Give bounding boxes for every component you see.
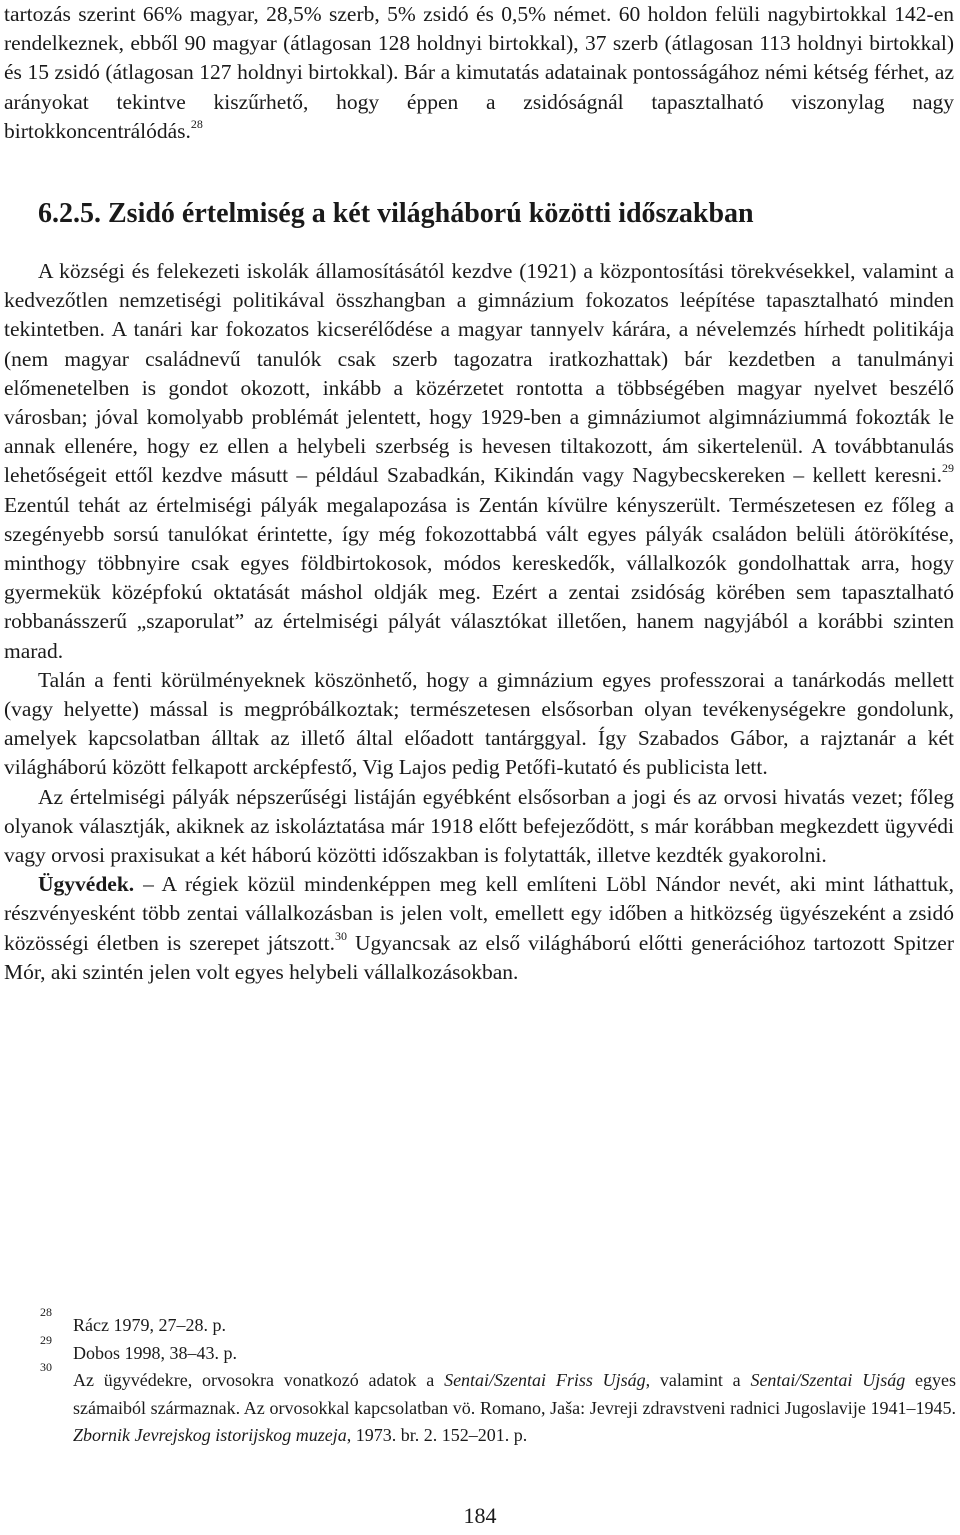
footnote-number: 30 (40, 1360, 52, 1374)
term-lawyers: Ügyvédek. (38, 872, 135, 897)
footnote-30: 30 Az ügyvédekre, orvosokra vonatkozó adatok a Sentai/Szentai Friss Ujság, valamint a Sentai/Szentai Ujság egyes számaiból származnak. Az orvosokkal kapcsolatban vö. Romano, Jaša: Jevreji zdravstveni radnici Jugoslavije 1941–1945. Zbornik Jevrejskog istorijskog muzeja, 1973. br. 2. 152–201. p. (40, 1360, 956, 1445)
footnotes (40, 1305, 956, 1450)
footnote-ref-28[interactable]: 28 (190, 116, 203, 131)
footnote-28: 28 Rácz 1979, 27–28. p. (40, 1305, 226, 1335)
paragraph-professions: Az értelmiségi pályák népszerűségi listáján egyébként elsősorban a jogi és az orvosi hivatás vezet; főleg olyanok választják, akiknek az iskoláztatása már 1918 előtt befejeződött, s már korábban megkezdett ügyvédi vagy orvosi praxisukat a két háború közötti időszakban is folytatták, illetve kezdték gyakorolni. (4, 784, 954, 868)
paragraph-lawyers: Ügyvédek. – A régiek közül mindenképpen meg kell említeni Löbl Nándor nevét, aki mint láthattuk, részvényesként több zentai vállalkozásban is jelen volt, emellett egy időben a hitközség ügyészeként a zsidó közösségi életben is szerepet játszott.$^{30}$ Ugyancsak az első világháború előtti generációhoz tartozott Spitzer Mór, aki szintén jelen volt egyes helybeli vállalkozásokban. (4, 872, 954, 984)
body-text (4, 0, 954, 987)
footnote-29: 29 Dobos 1998, 38–43. p. (40, 1332, 238, 1363)
paragraph-teachers: Talán a fenti körülményeknek köszönhető, hogy a gimnázium egyes professzorai a tanárkodás mellett (vagy helyette) mással is megpróbálkoztak; természetesen elsősorban olyan tevékenységekre gondolunk, amelyek kapcsolatban álltak az illető által előadott tantárggyal. Így Szabados Gábor, a rajztanár a két világháború között felkapott arcképfestő, Vig Lajos pedig Petőfi-kutató és publicista lett. (4, 667, 954, 780)
footnote-number: 28 (40, 1305, 52, 1319)
footnote-ref-30[interactable]: 30 (334, 928, 347, 943)
section-heading: 6.2.5. Zsidó értelmiség a két világháború közötti időszakban (38, 198, 754, 230)
page-number: 184 (463, 1503, 497, 1528)
footnote-ref-29[interactable]: 29 (942, 461, 954, 476)
paragraph-land-ownership: tartozás szerint 66% magyar, 28,5% szerb, 5% zsidó és 0,5% német. 60 holdon felüli nagybirtokkal 142-en rendelkeznek, ebből 90 magyar (átlagosan 128 holdnyi birtokkal), 37 szerb (átlagosan 113 holdnyi birtokkal) és 15 zsidó (átlagosan 127 holdnyi birtokkal). Bár a kimutatás adatainak pontosságához némi kétség férhet, az arányokat tekintve kiszűrhető, hogy éppen a zsidóságnál tapasztalható viszonylag nagy birtokkoncentrálódás.$^{28}$ (4, 2, 954, 143)
footnote-number: 29 (40, 1332, 52, 1347)
paragraph-school-policy: A községi és felekezeti iskolák államosításától kezdve (1921) a központosítási törekvésekkel, valamint a kedvezőtlen nemzetiségi politikával összhangban a gimnázium fokozatos leépítése tapasztalható minden tekintetben. A tanári kar fokozatos kicserélődése a magyar tannyelv kárára, a névelemzés hírhedt politikája (nem magyar családnevű tanulók csak szerb tagozatra iratkozhattak) bár kezdetben a tanulmányi előmenetelben is gondot okozott, inkább a közérzetet rontotta a többségében magyar nyelvet beszélő városban; jóval komolyabb problémát jelentett, hogy 1929-ben a gimnáziumot algimnáziummá fokozták le annak ellenére, hogy ez ellen a helybeli szerbség is hevesen tiltakozott, ám sikertelenül. A továbbtanulás lehetőségeit ettől kezdve másutt – például Szabadkán, Kikindán vagy Nagybecskereken – kellett keresni.$^{29}$ Ezentúl tehát az értelmiségi pályák megalapozása is Zentán kívülre kényszerült. Természetesen ez főleg a szegényebb sorsú tanulókat érintette, így még fokozottabbá vált egyes pályák családon belüli átörökítése, minthogy többnyire csak egyes földbirtokosok, módos kereskedők, vállalkozók gondolhattak arra, hogy gyermekük középfokú oktatását máshol oldják meg. Ezért a zentai zsidóság körében sem tapasztalható robbanásszerű „szaporulat” az értelmiségi pályát választókat illetően, hanem nagyjából a korábbi szinten marad. (4, 259, 954, 663)
